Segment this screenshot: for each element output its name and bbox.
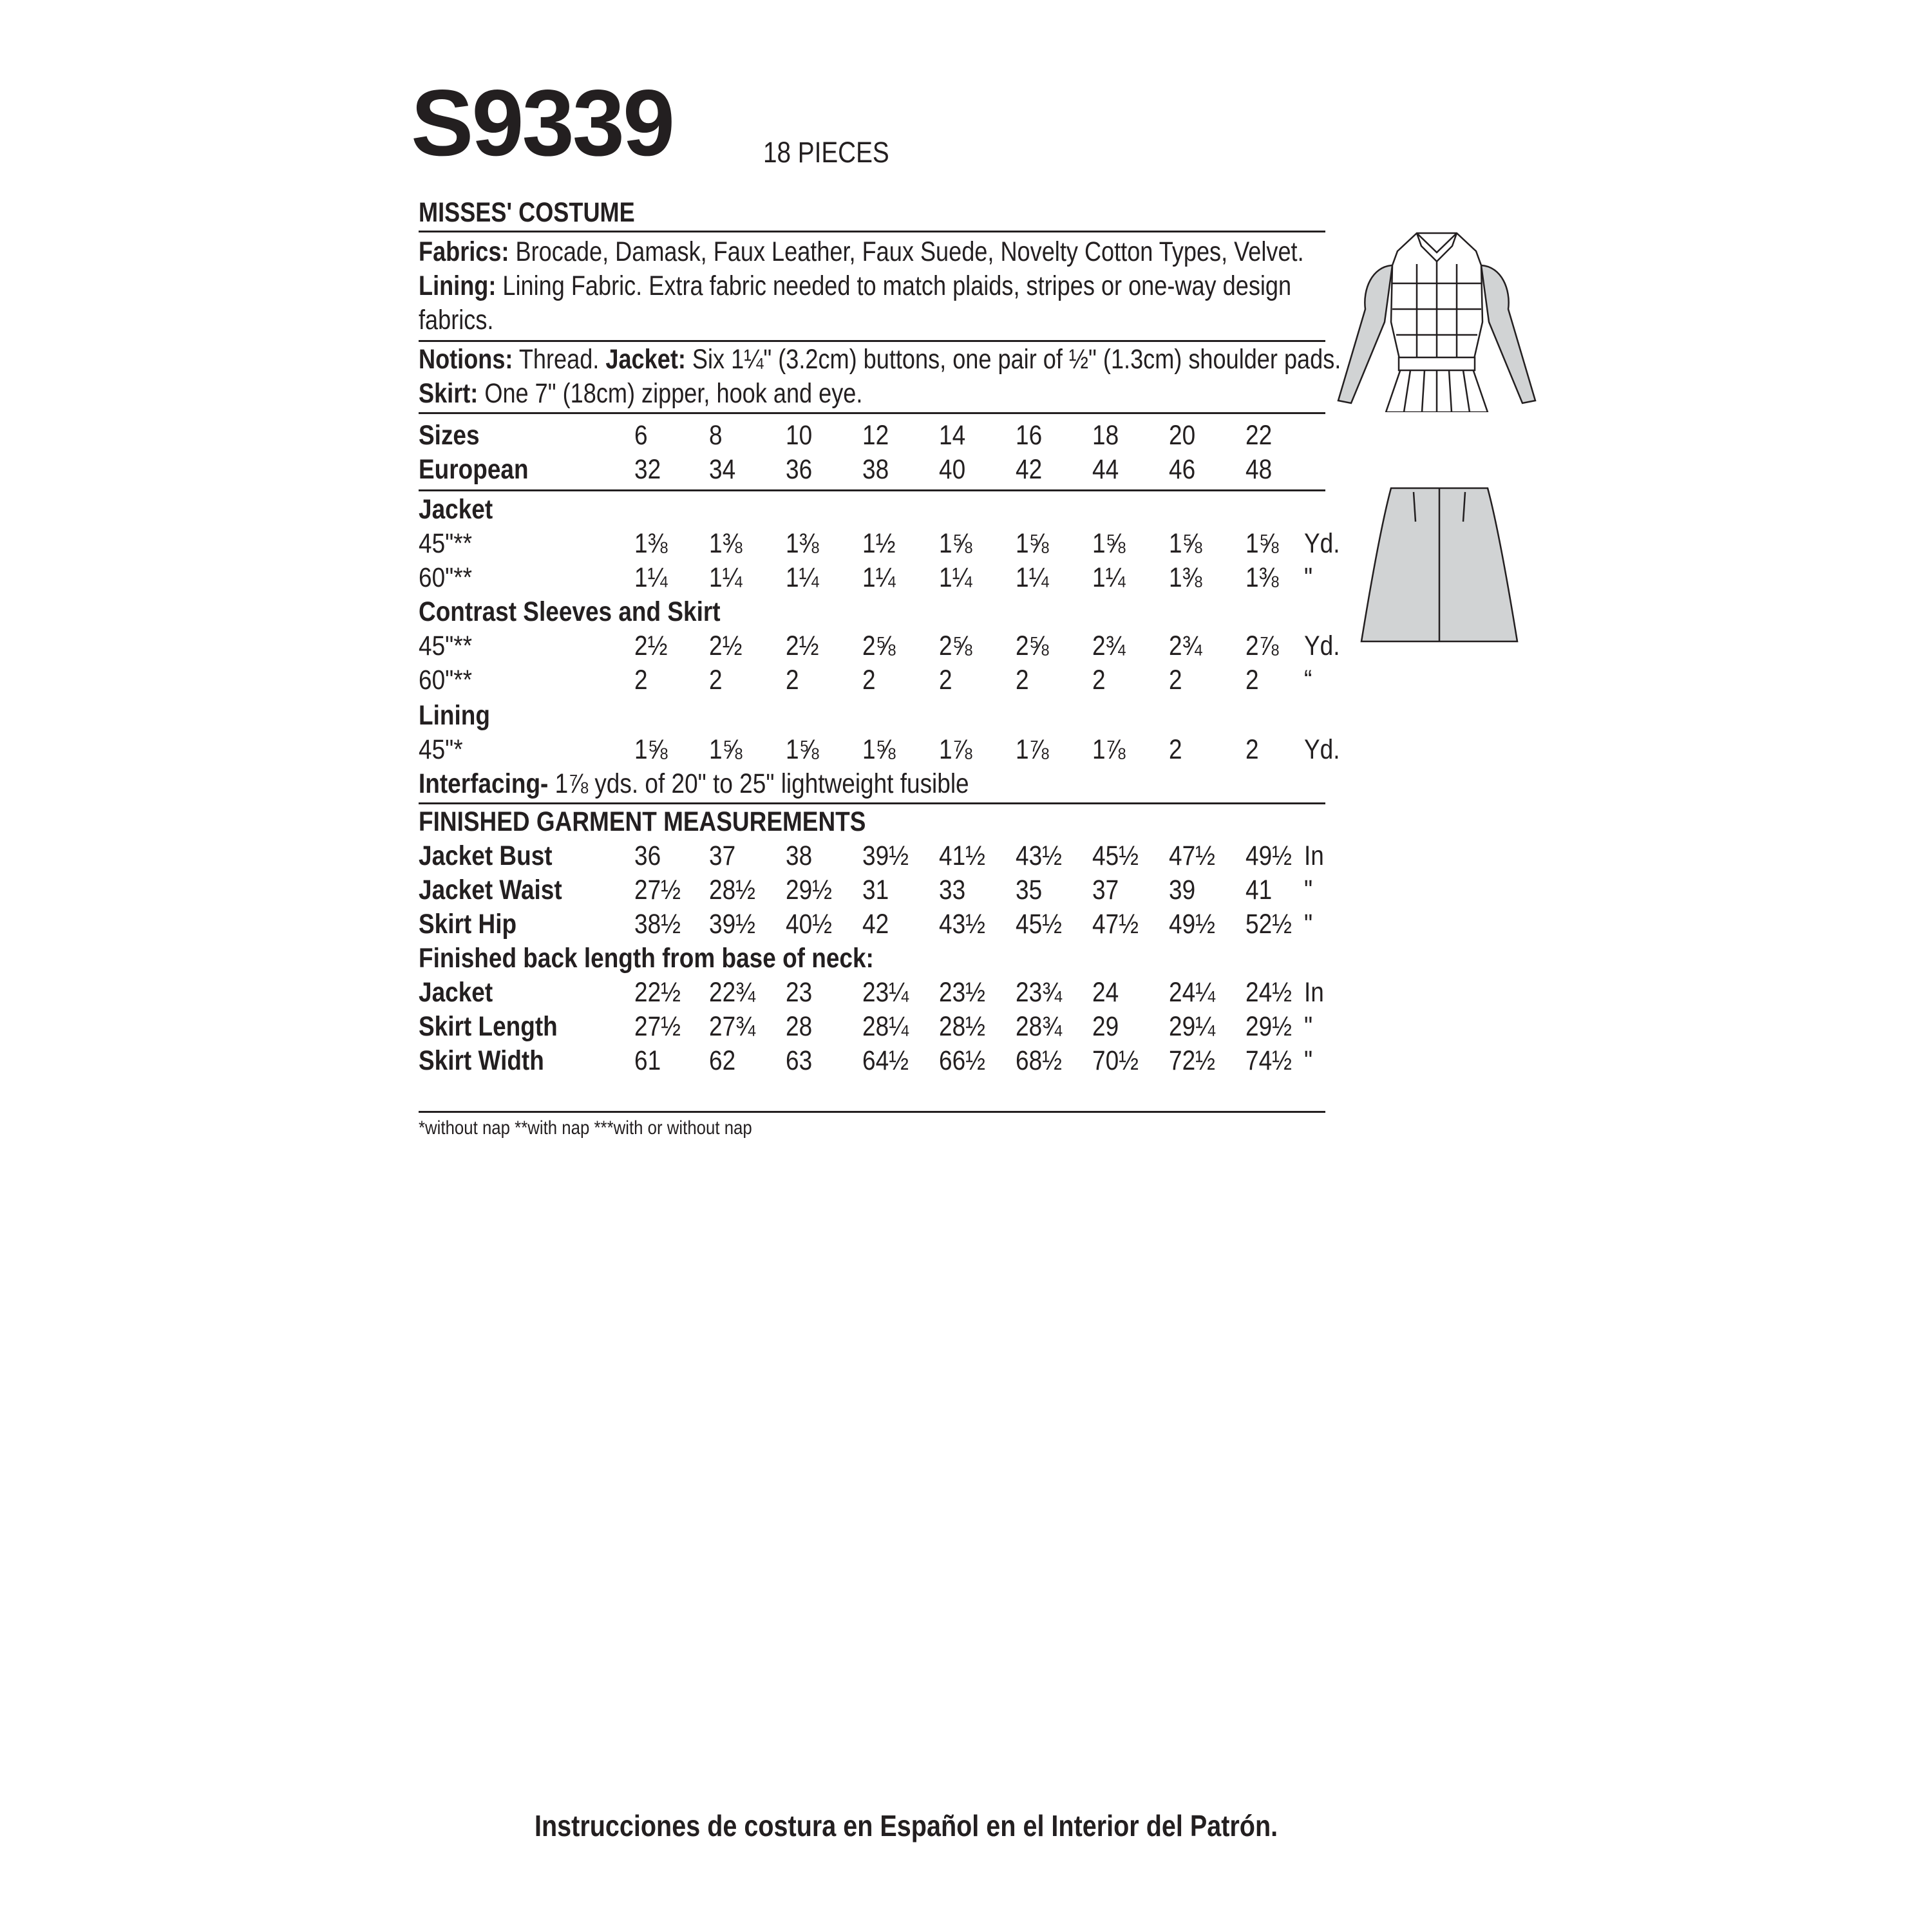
table-cell: 1¼ <box>709 562 743 593</box>
table-cell: 2½ <box>634 630 668 661</box>
table-cell: 41 <box>1245 875 1273 905</box>
table-cell: 1⅝ <box>1092 528 1126 559</box>
table-cell: 2¾ <box>1169 630 1202 661</box>
european-sizes-row <box>419 453 1325 487</box>
table-cell: 2⅞ <box>1245 630 1279 661</box>
pattern-number: S9339 <box>411 70 674 175</box>
table-cell: 22¾ <box>709 977 755 1008</box>
skirt-notions-text: One 7" (18cm) zipper, hook and eye. <box>484 378 863 409</box>
table-cell: 1⅝ <box>634 734 668 765</box>
table-cell: 47½ <box>1092 909 1139 940</box>
table-cell: 35 <box>1016 875 1043 905</box>
table-cell: 38 <box>862 454 889 485</box>
table-cell: 20 <box>1169 420 1196 451</box>
table-cell: 1⅝ <box>862 734 896 765</box>
table-cell: 24¼ <box>1169 977 1215 1008</box>
table-cell: 2 <box>1169 665 1182 696</box>
jacket-bust-row <box>419 839 1325 873</box>
table-cell: 39 <box>1169 875 1196 905</box>
row-label: European <box>419 454 529 485</box>
row-label: Lining <box>419 700 490 731</box>
jacket-45-row <box>419 527 1340 561</box>
table-cell: 1⅜ <box>786 528 819 559</box>
table-cell: 27½ <box>634 1011 681 1042</box>
table-cell: 38 <box>786 840 813 871</box>
table-cell: 1¼ <box>786 562 819 593</box>
divider <box>419 1111 1325 1113</box>
table-cell: 68½ <box>1016 1045 1062 1076</box>
row-label: 60"** <box>419 562 473 593</box>
row-label: Skirt Hip <box>419 909 517 940</box>
table-cell: 43½ <box>1016 840 1062 871</box>
table-cell: 40½ <box>786 909 832 940</box>
row-label: Skirt Width <box>419 1045 544 1076</box>
table-cell: 66½ <box>939 1045 985 1076</box>
row-label: 45"** <box>419 528 473 559</box>
row-label: Skirt Length <box>419 1011 558 1042</box>
jacket-back-view-icon <box>1320 225 1552 412</box>
table-cell: 34 <box>709 454 736 485</box>
table-cell: 22½ <box>634 977 681 1008</box>
jacket-waist-row <box>419 873 1325 907</box>
table-cell: 2 <box>1245 665 1259 696</box>
table-cell: 61 <box>634 1045 661 1076</box>
row-label: Jacket Waist <box>419 875 562 905</box>
table-cell: 2 <box>786 665 799 696</box>
table-cell: 43½ <box>939 909 985 940</box>
table-cell: 28¾ <box>1016 1011 1062 1042</box>
skirt-length-row <box>419 1010 1325 1044</box>
table-cell: 1⅝ <box>939 528 972 559</box>
table-cell: 27½ <box>634 875 681 905</box>
table-cell: 2 <box>1016 665 1029 696</box>
table-cell: 2⅝ <box>939 630 972 661</box>
table-cell: 74½ <box>1245 1045 1292 1076</box>
interfacing-label: Interfacing- <box>419 768 549 799</box>
table-cell: 33 <box>939 875 966 905</box>
row-label: 60"** <box>419 665 473 696</box>
table-cell: 1⅝ <box>1169 528 1202 559</box>
table-cell: 23½ <box>939 977 985 1008</box>
unit-label: " <box>1304 562 1313 593</box>
unit-label: " <box>1304 1011 1313 1042</box>
table-cell: 8 <box>709 420 723 451</box>
interfacing-line <box>419 767 969 801</box>
notions-label: Notions: <box>419 344 513 375</box>
fabrics-line <box>419 235 1304 269</box>
table-cell: 1¼ <box>634 562 668 593</box>
row-label: Contrast Sleeves and Skirt <box>419 596 721 627</box>
table-cell: 39½ <box>709 909 755 940</box>
table-cell: 29 <box>1092 1011 1119 1042</box>
divider <box>419 340 1325 342</box>
table-cell: 63 <box>786 1045 813 1076</box>
divider <box>419 489 1325 491</box>
table-cell: 2⅝ <box>862 630 896 661</box>
table-cell: 29¼ <box>1169 1011 1215 1042</box>
table-cell: 16 <box>1016 420 1043 451</box>
table-cell: 45½ <box>1092 840 1139 871</box>
table-cell: 1¼ <box>1016 562 1049 593</box>
table-cell: 27¾ <box>709 1011 755 1042</box>
fabrics-text: Brocade, Damask, Faux Leather, Faux Suede, Novelty Cotton Types, Velvet. <box>515 236 1304 267</box>
lining-45-row <box>419 733 1340 767</box>
table-cell: 2⅝ <box>1016 630 1049 661</box>
table-cell: 2½ <box>709 630 743 661</box>
jacket-length-row <box>419 976 1325 1010</box>
table-cell: 1⅞ <box>939 734 972 765</box>
table-cell: 1¼ <box>1092 562 1126 593</box>
table-cell: 70½ <box>1092 1045 1139 1076</box>
skirt-back-view-icon <box>1359 483 1520 650</box>
skirt-notions-label: Skirt: <box>419 378 478 409</box>
table-cell: 45½ <box>1016 909 1062 940</box>
skirt-notions-line <box>419 377 862 411</box>
table-cell: 44 <box>1092 454 1119 485</box>
row-label: 45"* <box>419 734 463 765</box>
unit-label: Yd. <box>1304 528 1340 559</box>
table-cell: 1⅞ <box>1092 734 1126 765</box>
contrast-yardage-heading <box>419 595 1325 629</box>
contrast-45-row <box>419 629 1340 663</box>
lining-yardage-heading <box>419 699 1325 733</box>
unit-label: In <box>1304 977 1324 1008</box>
pattern-title: MISSES' COSTUME <box>419 197 635 228</box>
table-cell: 28 <box>786 1011 813 1042</box>
interfacing-row <box>419 767 1325 801</box>
unit-label: " <box>1304 875 1313 905</box>
table-cell: 29½ <box>1245 1011 1292 1042</box>
table-cell: 2 <box>709 665 723 696</box>
table-cell: 1½ <box>862 528 896 559</box>
notions-line <box>419 343 1341 377</box>
table-cell: 24 <box>1092 977 1119 1008</box>
lining-line <box>419 269 1291 303</box>
jacket-60-row <box>419 561 1325 595</box>
unit-label: " <box>1304 1045 1313 1076</box>
table-cell: 39½ <box>862 840 909 871</box>
table-cell: 1⅞ <box>1016 734 1049 765</box>
table-cell: 2¾ <box>1092 630 1126 661</box>
skirt-width-row <box>419 1044 1325 1078</box>
table-cell: 36 <box>634 840 661 871</box>
table-cell: 1⅝ <box>709 734 743 765</box>
table-cell: 52½ <box>1245 909 1292 940</box>
table-cell: 18 <box>1092 420 1119 451</box>
table-cell: 1⅝ <box>786 734 819 765</box>
table-cell: 37 <box>709 840 736 871</box>
table-cell: 2 <box>1245 734 1259 765</box>
table-cell: 24½ <box>1245 977 1292 1008</box>
table-cell: 72½ <box>1169 1045 1215 1076</box>
table-cell: 28¼ <box>862 1011 909 1042</box>
divider <box>419 412 1325 414</box>
table-cell: 38½ <box>634 909 681 940</box>
table-cell: 48 <box>1245 454 1273 485</box>
finished-measurements-heading <box>419 805 1325 839</box>
table-cell: 2½ <box>786 630 819 661</box>
table-cell: 23¼ <box>862 977 909 1008</box>
unit-label: Yd. <box>1304 734 1340 765</box>
jacket-yardage-heading <box>419 493 1325 527</box>
table-cell: 2 <box>634 665 648 696</box>
table-cell: 1⅜ <box>1169 562 1202 593</box>
table-cell: 62 <box>709 1045 736 1076</box>
table-cell: 23¾ <box>1016 977 1062 1008</box>
notions-text: Thread. <box>518 344 600 375</box>
divider <box>419 231 1325 232</box>
contrast-60-row <box>419 663 1325 697</box>
piece-count: 18 PIECES <box>763 136 889 169</box>
table-cell: 2 <box>1092 665 1106 696</box>
table-cell: 2 <box>939 665 952 696</box>
table-cell: 1⅝ <box>1016 528 1049 559</box>
unit-label: “ <box>1304 665 1312 696</box>
table-cell: 46 <box>1169 454 1196 485</box>
table-cell: 40 <box>939 454 966 485</box>
row-label: FINISHED GARMENT MEASUREMENTS <box>419 806 866 837</box>
table-cell: 10 <box>786 420 813 451</box>
table-cell: 1¼ <box>862 562 896 593</box>
row-label: 45"** <box>419 630 473 661</box>
table-cell: 42 <box>1016 454 1043 485</box>
divider <box>419 802 1325 804</box>
interfacing-text: 1⅞ yds. of 20" to 25" lightweight fusible <box>554 768 969 799</box>
table-cell: 28½ <box>709 875 755 905</box>
table-cell: 37 <box>1092 875 1119 905</box>
table-cell: 29½ <box>786 875 832 905</box>
footnote: *without nap **with nap ***with or without nap <box>419 1117 752 1139</box>
table-cell: 23 <box>786 977 813 1008</box>
fabrics-label: Fabrics: <box>419 236 509 267</box>
table-cell: 1⅜ <box>1245 562 1279 593</box>
table-cell: 1⅜ <box>709 528 743 559</box>
row-label: Finished back length from base of neck: <box>419 943 874 974</box>
table-cell: 1⅝ <box>1245 528 1279 559</box>
lining-label: Lining: <box>419 270 497 301</box>
table-cell: 47½ <box>1169 840 1215 871</box>
table-cell: 32 <box>634 454 661 485</box>
table-cell: 1⅜ <box>634 528 668 559</box>
jacket-notions-label: Jacket: <box>605 344 686 375</box>
table-cell: 42 <box>862 909 889 940</box>
skirt-hip-row <box>419 907 1325 942</box>
table-cell: 2 <box>862 665 876 696</box>
table-cell: 49½ <box>1169 909 1215 940</box>
table-cell: 31 <box>862 875 889 905</box>
table-cell: 41½ <box>939 840 985 871</box>
row-label: Jacket Bust <box>419 840 553 871</box>
row-label: Jacket <box>419 977 493 1008</box>
table-cell: 6 <box>634 420 648 451</box>
row-label: Sizes <box>419 420 480 451</box>
table-cell: 49½ <box>1245 840 1292 871</box>
unit-label: In <box>1304 840 1324 871</box>
jacket-notions-text: Six 1¼" (3.2cm) buttons, one pair of ½" (1.3cm) shoulder pads. <box>692 344 1341 375</box>
spanish-instructions-note: Instrucciones de costura en Español en el Interior del Patrón. <box>535 1809 1278 1842</box>
sizes-row <box>419 419 1325 453</box>
back-length-heading <box>419 942 1325 976</box>
table-cell: 14 <box>939 420 966 451</box>
table-cell: 1¼ <box>939 562 972 593</box>
unit-label: Yd. <box>1304 630 1340 661</box>
lining-text-cont: fabrics. <box>419 305 494 336</box>
row-label: Jacket <box>419 494 493 525</box>
table-cell: 64½ <box>862 1045 909 1076</box>
table-cell: 22 <box>1245 420 1273 451</box>
lining-text: Lining Fabric. Extra fabric needed to match plaids, stripes or one-way design <box>502 270 1292 301</box>
table-cell: 12 <box>862 420 889 451</box>
table-cell: 28½ <box>939 1011 985 1042</box>
unit-label: " <box>1304 909 1313 940</box>
table-cell: 2 <box>1169 734 1182 765</box>
table-cell: 36 <box>786 454 813 485</box>
